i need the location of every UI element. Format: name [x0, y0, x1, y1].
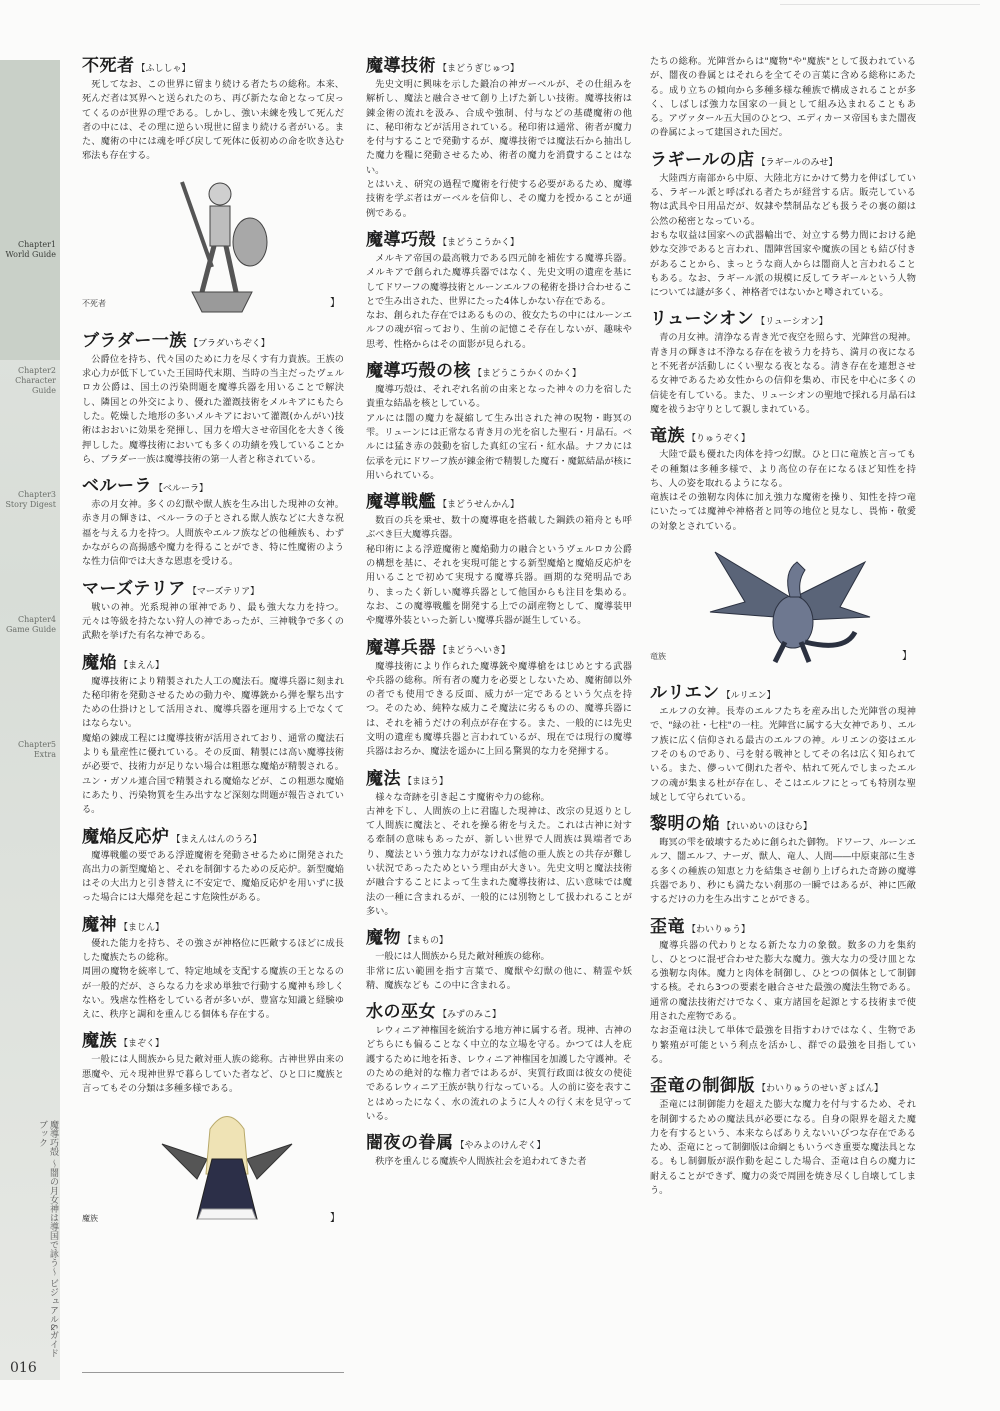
- glossary-entry: [366, 1001, 632, 1124]
- glossary-entry: [650, 813, 916, 907]
- chapter-label: Chapter4: [17, 615, 56, 624]
- entry-term: 魔神: [82, 914, 117, 935]
- figure-caption: 魔族: [82, 1214, 98, 1224]
- entry-reading: 【まえんはんのうろ】: [171, 834, 262, 845]
- entry-reading: 【まどうぎじゅつ】: [438, 64, 520, 74]
- glossary-entry: [650, 682, 916, 805]
- entry-text: 公爵位を持ち、代々国のために力を尽くす有力貴族。王族の求心力が低下していた王国時代末期、当時の当主だったヴェルロカ公爵は、国土の汚染問題を魔導兵器を用いることで解決し、隣国との外交により、優れた灌漑技術をメルキアにもたらした。乾燥した地形の多いメルキアにおいて灌漑(かんがい)技術はおおいに効果を発揮し、国力を増大させ帝国化を大きく後押しした。魔導技術においても多くの功績を残していることから、ブラダー一族は魔導技術の第一人者と称されている。: [82, 353, 344, 465]
- entry-text: 秩序を重んじる魔族や人間族社会を追われてきた者: [375, 1156, 587, 1168]
- glossary-entry: [366, 360, 632, 483]
- dragon-figure: [650, 542, 916, 674]
- skeleton-warrior-illustration: [162, 172, 282, 317]
- entry-term: 魔導兵器: [366, 637, 436, 658]
- column-3: [650, 55, 916, 1206]
- entry-text: 魔導巧殻は、それぞれ名前の由来となった神々の力を宿した貴重な結晶を核としている。 アルには闇の魔力を凝縮して生み出された神の呪物・晦冥の雫。リューンには正常なる青き月の光を宿した聖石・月晶石。ベルには猛き赤の鼓動を宿した真紅の宝石・紅水晶。ナフカには伝承を元にドワーフ族が錬金術で精製した魔石・魔鉱結晶が核に用いられている。: [366, 384, 632, 481]
- entry-text: 青の月女神。清浄なる青き光で夜空を照らす、光陣営の現神。青き月の輝きは不浄なる存在を祓う力を持ち、満月の夜になると不死者が活動しにくい聖なる夜となる。清き存在を連想させる女神であるため女性からの信仰を集め、市民を中心に多くの信徒を有している。また、リューシオンの聖地で採れる月晶石は魔を祓うお守りとして親しまれている。: [650, 332, 916, 415]
- entry-term: 闇夜の眷属: [366, 1133, 454, 1154]
- chapter-label: Chapter5: [17, 740, 56, 749]
- column-1: [82, 55, 344, 1240]
- caption-bracket: 】: [902, 650, 912, 662]
- entry-term: 水の巫女: [366, 1002, 436, 1023]
- glossary-entry: [650, 149, 916, 301]
- glossary-entry: [366, 229, 632, 352]
- glossary-entry: [82, 55, 344, 164]
- entry-term: 魔法: [366, 768, 401, 789]
- entry-reading: 【みずのみこ】: [438, 1010, 502, 1021]
- glossary-entry: [366, 768, 632, 920]
- glossary-entry: [650, 308, 916, 417]
- chapter-name: Extra: [33, 750, 56, 759]
- glossary-entry: [82, 652, 344, 818]
- chapter1-band: [0, 60, 60, 360]
- entry-reading: 【まどうせんかん】: [438, 500, 520, 511]
- glossary-entry: [82, 330, 344, 467]
- chapter-name: Game Guide: [6, 625, 56, 634]
- entry-term: 魔導技術: [366, 56, 436, 76]
- chapter-tab-4[interactable]: [4, 615, 56, 635]
- entry-term: ブラダー一族: [82, 330, 187, 351]
- chapter-label: Chapter3: [17, 490, 56, 499]
- entry-reading: 【わいりゅう】: [687, 924, 751, 935]
- chapter-name: Character Guide: [15, 376, 56, 395]
- entry-text: 魔導戦艦の要である浮遊魔術を発動させるために開発された高出力の新型魔焔と、それを制御するための反応炉。新型魔焔はその大出力と引き替えに不安定で、魔焔反応炉を用いずに扱った場合には大爆発を起こす危険性がある。: [82, 849, 344, 904]
- continued-text: たちの総称。光陣営からは"魔物"や"魔族"として扱われているが、闇夜の眷属とはそれらを全てその言葉に含める総称にあたる。成り立ちの傾向から多種多様な種族で構成されることが多く、しばしば強力な国家の一員として組み込まれることもある。アヴァタール五大国のひとつ、エディカーヌ帝国もまた闇夜の眷属によって建国された国だ。: [650, 56, 916, 139]
- figure-caption: 不死者: [82, 299, 106, 309]
- entry-reading: 【ベルーラ】: [154, 484, 209, 495]
- glossary-entry: [82, 475, 344, 569]
- glossary-entry: [82, 914, 344, 1023]
- entry-term: 魔導巧殻の核: [366, 361, 471, 382]
- entry-term: ベルーラ: [82, 476, 152, 497]
- entry-reading: 【まどうこうかくのかく】: [473, 369, 582, 380]
- entry-reading: 【まどうこうかく】: [438, 237, 520, 248]
- bottom-rule: [82, 1372, 344, 1373]
- entry-text: 魔導技術により精製された人工の魔法石。魔導兵器に刻まれた秘印術を発動させるための動力や、魔導銃から弾を撃ち出すための仕掛けとして活用され、魔導兵器を運用する上でなくてはならない。 魔焔の錬成工程には魔導技術が活用されており、通常の魔法石よりも量産性に優れている。その反面、精製には高い魔導技術が必要で、技術力が足りない場合は粗悪な魔焔が精製される。ユン・ガソル連合国で精製される魔焔などが、この粗悪な魔焔にあたり、汚染物質を生み出すなど深刻な問題が報告されている。: [82, 675, 344, 816]
- glossary-entry: [366, 637, 632, 760]
- entry-term: 魔導巧殻: [366, 229, 436, 250]
- entry-text: 数百の兵を乗せ、数十の魔導砲を搭載した鋼鉄の箱舟とも呼ぶべき巨大魔導兵器。 秘印術による浮遊魔術と魔焔動力の融合というヴェルロカ公爵の構想を基に、それを実現可能とする新型魔焔と魔焔反応炉を用いることで初めて実現する魔導兵器。画期的な発明品であり、まったく新しい魔導兵器として他国からも注目を集める。なお、この魔導戦艦を開発する上での副産物として、魔導装甲や魔導外装といった新しい魔導兵器が誕生している。: [366, 515, 632, 627]
- glossary-entry: [366, 55, 632, 221]
- entry-text: 魔導技術により作られた魔導銃や魔導槍をはじめとする武器や兵器の総称。所有者の魔力を必要としないため、魔術師以外の者でも使用できる反面、威力が一定であるという欠点を持つ。そのため、純粋な威力こそ魔法に劣るものの、魔導兵器には、それを補うだけの利点が存在する。また、一般的には先史文明の遺産も魔導兵器と言われているが、現在では現行の魔導兵器はおろか、魔法を遥かに上回る驚異的な力を発揮する。: [366, 660, 632, 758]
- dragon-illustration: [705, 542, 875, 667]
- glossary-entry: [82, 1030, 344, 1096]
- entry-term: 竜族: [650, 426, 685, 447]
- entry-text: 先史文明に興味を示した鍛冶の神ガーベルが、その仕組みを解析し、魔法と融合させて創り上げた新しい技術。魔導技術は錬金術の流れを汲み、合成や強制、付与などの基礎魔術の他に、秘印術などが活用されている。秘印術は通常、術者が魔力を付与することで発動するが、魔導技術では魔法石から抽出した魔力を糧に発動させるため、術者の魔力を消費することはない。 とはいえ、研究の過程で魔術を行使する必要があるため、魔導技術を学ぶ者はガーベルを信仰し、その魔力を授かることが通例である。: [366, 79, 632, 219]
- glossary-entry: [366, 491, 632, 628]
- entry-term: 黎明の焔: [650, 814, 720, 835]
- entry-text: 死してなお、この世界に留まり続ける者たちの総称。本来、死んだ者は冥界へと送られたのち、再び新たな命となって戻ってくるのが世界の理である。しかし、強い未練を残して死んだ者の中には、その理に逆らい現世に留まり続ける者がいる。また、魔術の中には魂を呼び戻して死体に仮初めの命を吹き込む邪法も存在する。: [82, 79, 344, 162]
- entry-reading: 【まぞく】: [119, 1039, 165, 1050]
- glossary-entry: [650, 425, 916, 534]
- demon-girl-illustration: [152, 1104, 302, 1224]
- entry-term: 魔焔反応炉: [82, 826, 170, 847]
- entry-text: 一般には人間族から見た敵対種族の総称。 非常に広い範囲を指す言葉で、魔獣や幻獣の他に、精霊や妖精、魔族なども この中に含まれる。: [366, 951, 632, 991]
- book-title-vertical: 魔導巧殻 〜闇の月女神は導国で詠う〜 ビジュアル&ガイドブック: [37, 1120, 58, 1358]
- entry-reading: 【りゅうぞく】: [687, 434, 751, 445]
- entry-text: 魔導兵器の代わりとなる新たな力の象徴。数多の力を集約し、ひとつに混ぜ合わせた膨大な魔力。強大な力の受け皿となる強靭な肉体。魔力と肉体を制御し、ひとつの個体として制御する核。それら3つの要素を融合させた最強の魔法生物である。通常の魔法技術だけでなく、東方諸国を起源とする技術まで使用された産物である。 なお歪竜は決して単体で最強を目指すわけではなく、生物であり繁殖が可能という利点を活かし、群での最強を目指している。: [650, 939, 916, 1065]
- glossary-entry: [82, 826, 344, 906]
- entry-term: 歪竜の制御版: [650, 1076, 755, 1097]
- entry-reading: 【ブラダいちぞく】: [188, 338, 270, 349]
- column-2: [366, 55, 632, 1178]
- entry-text: メルキア帝国の最高戦力である四元帥を補佐する魔導兵器。メルキアで創られた魔導兵器ではなく、先史文明の遺産を基にしてドワーフの魔導技術とルーンエルフの秘術を掛け合わせることで生み出された、世界にたった4体しかない存在である。 なお、創られた存在ではあるものの、彼女たちの中にはルーンエルフの魂が宿っており、生前の記憶こそ存在しないが、趣味や思考、性格からはその面影が見られる。: [366, 252, 632, 350]
- entry-term: ラギールの店: [650, 149, 755, 170]
- entry-reading: 【まどうへいき】: [438, 645, 511, 656]
- figure-caption: 竜族: [650, 651, 666, 661]
- entry-reading: 【マーズテリア】: [187, 586, 260, 597]
- entry-text: 一般には人間族から見た敵対亜人族の総称。古神世界由来の悪魔や、元々現神世界で暮らしていた者など、ひと口に魔族と言ってもその分類は多種多様である。: [82, 1054, 344, 1095]
- demon-figure: [82, 1104, 344, 1232]
- entry-text: 赤の月女神。多くの幻獣や獣人族を生み出した現神の女神。赤き月の輝きは、ベルーラの子とされる獣人族などに大きな祝福を与える力を持つ。人間族やエルフ族などの他種族も、わずかながらの高揚感や魔力を得ることができ、特に性魔術のような性力信仰では大きな恩恵を受ける。: [82, 499, 344, 568]
- chapter-name: World Guide: [5, 250, 56, 259]
- entry-text: 歪竜には制御能力を超えた膨大な魔力を付与するため、それを制御するための魔法具が必要になる。自身の限界を超えた魔力を有するという、本来ならばありえないいびつな存在であるため、歪竜にとって制御版は命綱ともいうべき重要な魔法具となる。もし制御版が誤作動を起こした場合、歪竜は自らの魔力に耐えることができず、魔力の炎で周囲を焼き尽くし自壊してしまう。: [650, 1099, 916, 1197]
- entry-reading: 【ルリエン】: [721, 691, 776, 702]
- top-edge-mark: [780, 4, 980, 21]
- entry-term: 魔族: [82, 1031, 117, 1052]
- chapter-tab-3[interactable]: [4, 490, 56, 510]
- entry-reading: 【れいめいのほむら】: [722, 822, 813, 833]
- entry-text: 優れた能力を持ち、その強さが神格位に匹敵するほどに成長した魔族たちの総称。 周囲の魔物を統率して、特定地域を支配する魔族の王となるのが一般的だが、さらなる力を求め単独で行動する魔神も珍しくない。残虐な性格をしている者が多いが、豊富な知識と経験ゆえに、秩序と調和を重んじる個体も存在する。: [82, 937, 344, 1021]
- entry-reading: 【やみよのけんぞく】: [455, 1141, 546, 1152]
- entry-text: 戦いの神。光系現神の軍神であり、最も強大な力を持つ。元々は等級を持たない狩人の神であったが、三神戦争で多くの武勲を挙げた有名な神である。: [82, 601, 344, 642]
- caption-bracket: 】: [330, 1213, 340, 1225]
- chapter-label: Chapter1: [17, 240, 56, 249]
- chapter-tab-2[interactable]: [4, 366, 56, 396]
- chapter-label: Chapter2: [17, 366, 56, 375]
- glossary-entry: [650, 1075, 916, 1198]
- entry-reading: 【リューシオン】: [756, 317, 828, 328]
- entry-term: 魔焔: [82, 652, 117, 673]
- glossary-entry: [650, 916, 916, 1068]
- chapter-tab-1[interactable]: [4, 240, 56, 260]
- entry-text: エルフの女神。長寿のエルフたちを産み出した光陣営の現神で、"緑の社・七柱"の一柱。光陣営に属する大女神であり、エルフ族に広く信仰される最古のエルフの神。ルリエンの姿はエルフそのものであり、弓を射る戦神としてその名は広く知られている。また、儚っいて側れた者や、枯れて死んでしまったエルフの魂が集まる杜が存在し、そこはエルフにとっても特別な聖域として守られている。: [650, 706, 916, 803]
- entry-text: 大陸で最も優れた肉体を持つ幻獣。ひと口に竜族と言ってもその種類は多種多様で、より高位の存在になるほど知性を持ち、人の姿を取れるようになる。 竜族はその強靭な肉体に加え強力な魔術を操り、知性を持つ竜にいたっては魔神や神格者と同等の地位と見なし、畏怖・敬愛の対象とされている。: [650, 449, 916, 532]
- entry-text: 晦冥の雫を破壊するために創られた御物。ドワーフ、ルーンエルフ、闇エルフ、ナーガ、獣人、竜人、人間――中原東部に生きる多くの種族の知恵と力を結集させ創り上げられた奇跡の魔導兵器であり、秒にも満たない刹那の一瞬ではあるが、神に匹敵するだけの力を生み出すことができる。: [650, 837, 916, 906]
- entry-term: リューシオン: [650, 309, 755, 330]
- glossary-entry: [82, 578, 344, 644]
- entry-term: 不死者: [82, 56, 135, 76]
- entry-reading: 【ふししゃ】: [136, 64, 191, 74]
- entry-text: レウィニア神権国を統治する地方神に属する者。現神、古神のどちらにも偏ることなく中立的な立場を守る。かつては人を庇護するために地を拓き、レウィニア神権国を加護した守護神。そのための絶対的な権力者ではあるが、実質行政面は彼女の使徒であるレウィニア王族が執り行なっている。人の前に姿を表すことはめったになく、水の流れのように人々の行く末を見守っている。: [366, 1025, 632, 1122]
- entry-term: マーズテリア: [82, 578, 186, 599]
- entry-text: 様々な奇跡を引き起こす魔術や力の総称。 古神を下し、人間族の上に君臨した現神は、改宗の見返りとして人間族に魔法と、それを操る術を与えた。これは古神に対する牽制の意味もあったが、新しい世界で人間族は異端者であり、魔法という強力な力がなければ他の亜人族との共存が難しい状況であったためという理由が大きい。先史文明と魔法技術が融合することによって生まれた魔導技術は、広い意味では魔法の一種に含まれるが、一般的には別物として扱われることが多い。: [366, 791, 632, 917]
- glossary-entry: [366, 1132, 632, 1169]
- chapter-tab-5[interactable]: [4, 740, 56, 760]
- entry-reading: 【まじん】: [119, 922, 165, 933]
- page-number: 016: [10, 1360, 37, 1376]
- entry-reading: 【ラギールのみせ】: [756, 157, 838, 168]
- entry-reading: 【まえん】: [119, 660, 165, 671]
- entry-term: 魔物: [366, 928, 401, 949]
- chapter-name: Story Digest: [5, 500, 56, 509]
- entry-reading: 【まほう】: [403, 776, 449, 787]
- entry-reading: 【わいりゅうのせいぎょばん】: [757, 1084, 884, 1095]
- undead-figure: [82, 172, 344, 322]
- entry-reading: 【まもの】: [403, 936, 449, 947]
- entry-text: 大陸西方南部から中原、大陸北方にかけて勢力を伸ばしている、ラギール派と呼ばれる者たちが経営する店。販売している物は武具や日用品だが、奴隷や禁制品なども扱うその裏の顔は公然の秘密となっている。 おもな収益は国家への武器輸出で、対立する勢力間における絶妙な交渉であると言われ、闇陣営国家や魔族の国とも結び付きがあることから、まっとうな商人からは闇商人と言われることもある。なお、ラギール派の規模に反してラギールという人物については謎が多く、神格者ではないかと噂されている。: [650, 172, 916, 299]
- entry-term: ルリエン: [650, 683, 720, 704]
- entry-term: 魔導戦艦: [366, 492, 436, 513]
- entry-term: 歪竜: [650, 916, 685, 937]
- glossary-entry: [366, 927, 632, 993]
- caption-bracket: 】: [330, 298, 340, 310]
